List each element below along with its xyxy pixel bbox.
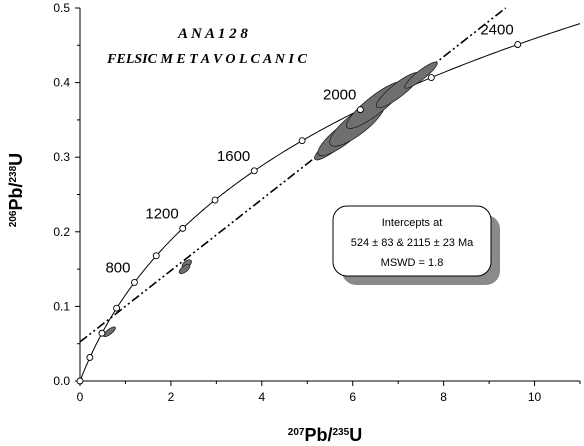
y-tick-label: 0.5 xyxy=(53,1,70,15)
concordia-age-marker xyxy=(251,168,257,174)
concordia-age-label: 2400 xyxy=(480,21,514,39)
chart-title-sample: A N A 1 2 8 xyxy=(178,26,248,42)
y-tick-label: 0.1 xyxy=(53,299,70,314)
x-tick-label: 8 xyxy=(440,390,447,404)
concordia-age-label: 1600 xyxy=(216,147,251,165)
concordia-age-marker xyxy=(153,253,159,259)
results-box xyxy=(333,206,500,285)
concordia-age-marker xyxy=(99,330,105,336)
x-tick-label: 0 xyxy=(76,390,84,404)
concordia-age-marker xyxy=(77,378,83,384)
y-axis-title xyxy=(6,153,26,227)
x-tick-label: 10 xyxy=(527,390,542,404)
chart-title-rock-type: FELSIC M E T A V O L C A N I C xyxy=(107,52,307,67)
x-axis-title-main2: U xyxy=(349,425,363,445)
y-axis-title-sup1: 206 xyxy=(8,210,19,228)
x-axis-title xyxy=(288,425,362,445)
concordia-age-marker xyxy=(299,138,305,144)
y-tick-label: 0.4 xyxy=(53,75,70,90)
concordia-age-marker xyxy=(212,197,218,203)
concordia-age-label: 800 xyxy=(105,259,131,277)
y-axis-title-sup2: 238 xyxy=(8,165,19,183)
markers-layer xyxy=(77,22,521,384)
x-axis-title-main1: Pb/ xyxy=(304,425,333,445)
x-axis-title-sup1: 207 xyxy=(287,427,305,438)
concordia-age-marker xyxy=(87,354,93,360)
y-tick-label: 0.2 xyxy=(53,224,70,239)
concordia-age-label: 1200 xyxy=(145,205,179,223)
x-tick-label: 4 xyxy=(258,390,266,404)
y-tick-label: 0.0 xyxy=(53,374,70,388)
results-mswd: MSWD = 1.8 xyxy=(380,257,444,269)
y-tick-label: 0.3 xyxy=(53,150,70,165)
concordia-age-marker xyxy=(515,42,521,48)
error-ellipse xyxy=(402,59,440,91)
y-axis-title-main1: Pb/ xyxy=(6,182,26,211)
results-intercepts-values: 524 ± 83 & 2115 ± 23 Ma xyxy=(350,237,474,249)
concordia-age-label: 2000 xyxy=(323,86,357,104)
x-tick-label: 6 xyxy=(349,390,357,404)
y-axis-title-main2: U xyxy=(6,152,26,166)
results-intercepts-heading: Intercepts at xyxy=(381,217,443,229)
concordia-age-marker xyxy=(131,279,137,285)
concordia-age-marker xyxy=(114,305,120,311)
concordia-age-marker xyxy=(428,75,434,81)
x-axis-title-sup2: 235 xyxy=(332,427,350,438)
concordia-age-marker xyxy=(357,107,363,113)
concordia-curve xyxy=(80,21,580,381)
x-tick-label: 2 xyxy=(167,390,175,404)
ellipses-layer xyxy=(102,59,439,338)
concordia-age-marker xyxy=(180,225,186,231)
